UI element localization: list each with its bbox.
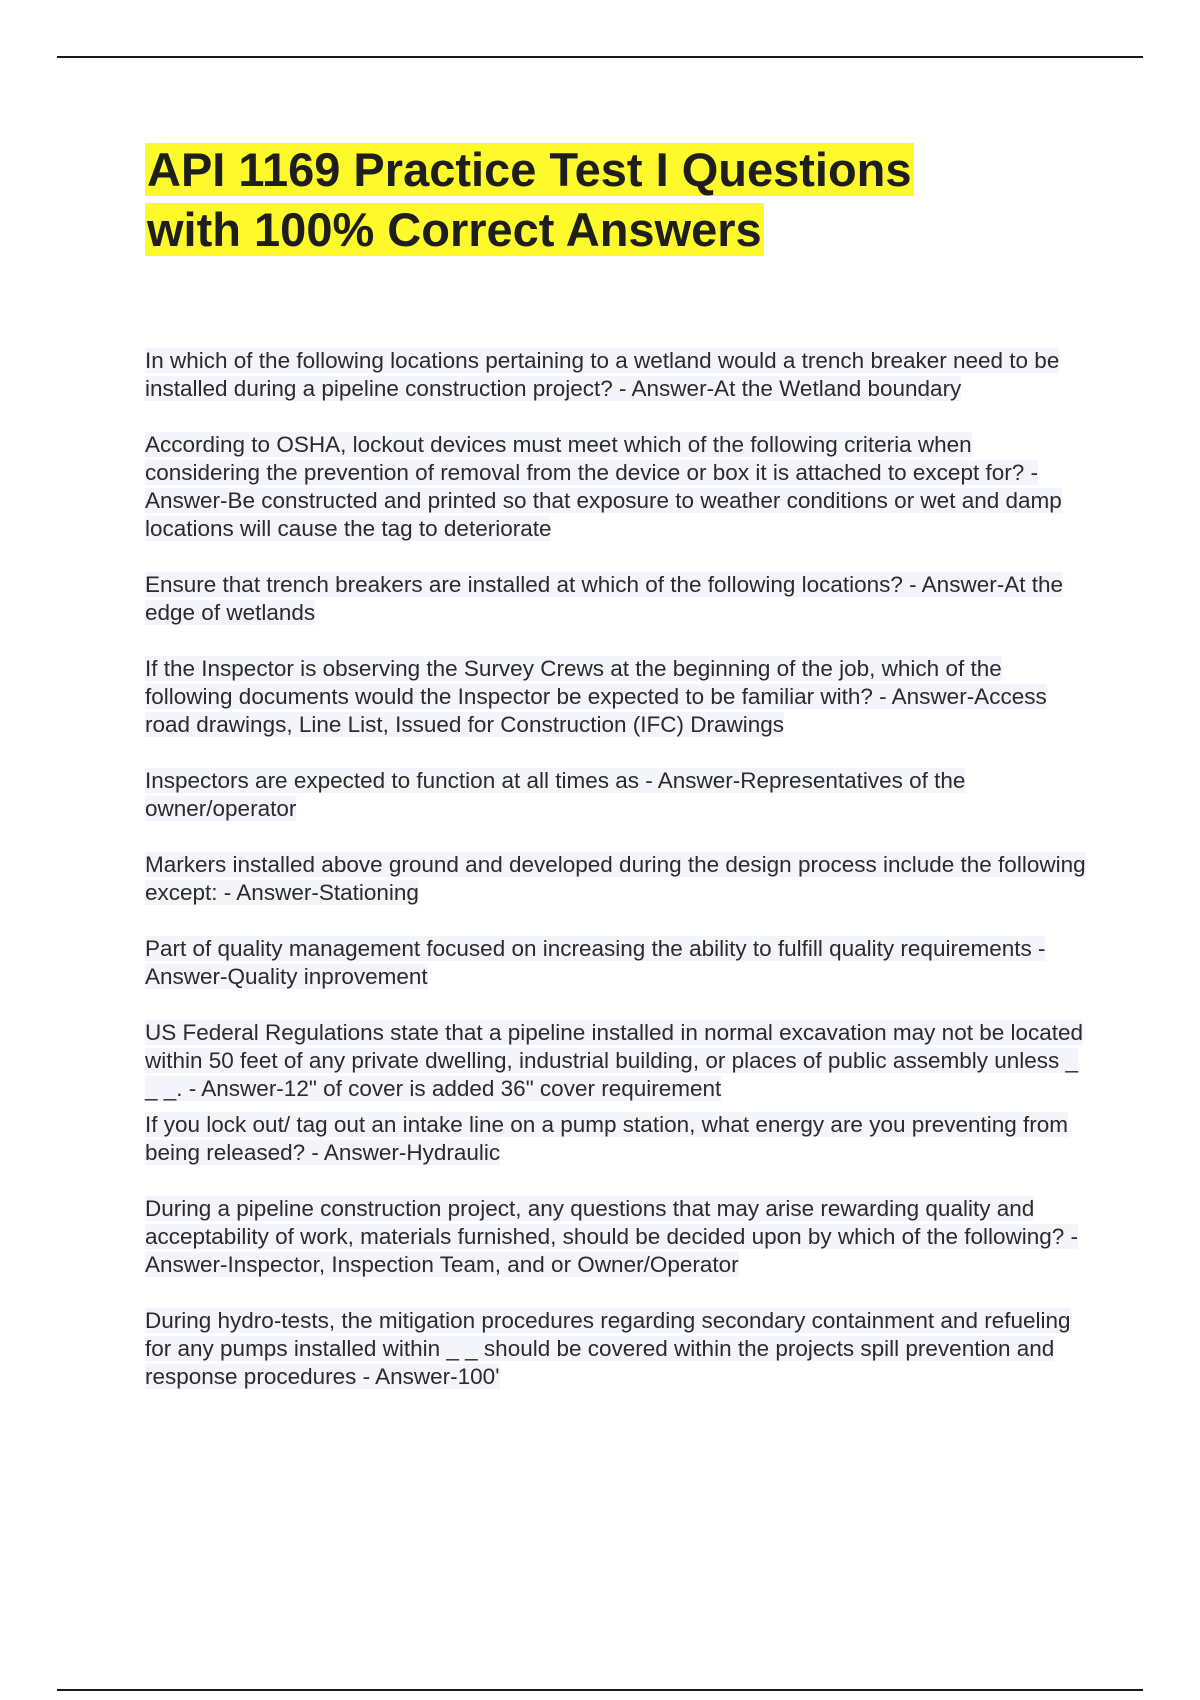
qa-item: If the Inspector is observing the Survey Crews at the beginning of the job, which of the following documents would the Inspector be expected to be familiar with? - Answer-Access road drawings, Line List, Issued for Construction (IFC) Drawings xyxy=(145,656,1047,737)
qa-item: During hydro-tests, the mitigation procedures regarding secondary containment and refueling for any pumps installed within _ _ should be covered within the projects spill prevention and response procedures - Answer-100' xyxy=(145,1308,1071,1389)
page-title-line-2: with 100% Correct Answers xyxy=(147,203,762,256)
bottom-rule xyxy=(57,1689,1143,1691)
qa-item: Part of quality management focused on increasing the ability to fulfill quality requirements - Answer-Quality inprovement xyxy=(145,936,1046,989)
qa-item: US Federal Regulations state that a pipeline installed in normal excavation may not be located within 50 feet of any private dwelling, industrial building, or places of public assembly unless _ _ _. - Answer-12" of cover is added 36" cover requirement xyxy=(145,1020,1084,1101)
top-rule xyxy=(57,56,1143,58)
qa-item: Ensure that trench breakers are installed at which of the following locations? - Answer-At the edge of wetlands xyxy=(145,572,1063,625)
qa-item: Inspectors are expected to function at all times as - Answer-Representatives of the owner/operator xyxy=(145,768,966,821)
qa-item: In which of the following locations pertaining to a wetland would a trench breaker need to be installed during a pipeline construction project? - Answer-At the Wetland boundary xyxy=(145,348,1060,401)
qa-item: If you lock out/ tag out an intake line on a pump station, what energy are you preventing from being released? - Answer-Hydraulic xyxy=(145,1112,1069,1165)
page-title xyxy=(145,140,1065,260)
page-title-line-1: API 1169 Practice Test I Questions xyxy=(147,143,912,196)
question-answer-list xyxy=(145,347,1091,1391)
qa-item: Markers installed above ground and developed during the design process include the following except: - Answer-Stationing xyxy=(145,852,1086,905)
qa-item: According to OSHA, lockout devices must meet which of the following criteria when considering the prevention of removal from the device or box it is attached to except for? - Answer-Be constructed and printed so that exposure to weather conditions or wet and damp locations will cause the tag to deteriorate xyxy=(145,432,1062,541)
qa-item: During a pipeline construction project, any questions that may arise rewarding quality and acceptability of work, materials furnished, should be decided upon by which of the following? - Answer-Inspector, Inspection Team, and or Owner/Operator xyxy=(145,1196,1079,1277)
